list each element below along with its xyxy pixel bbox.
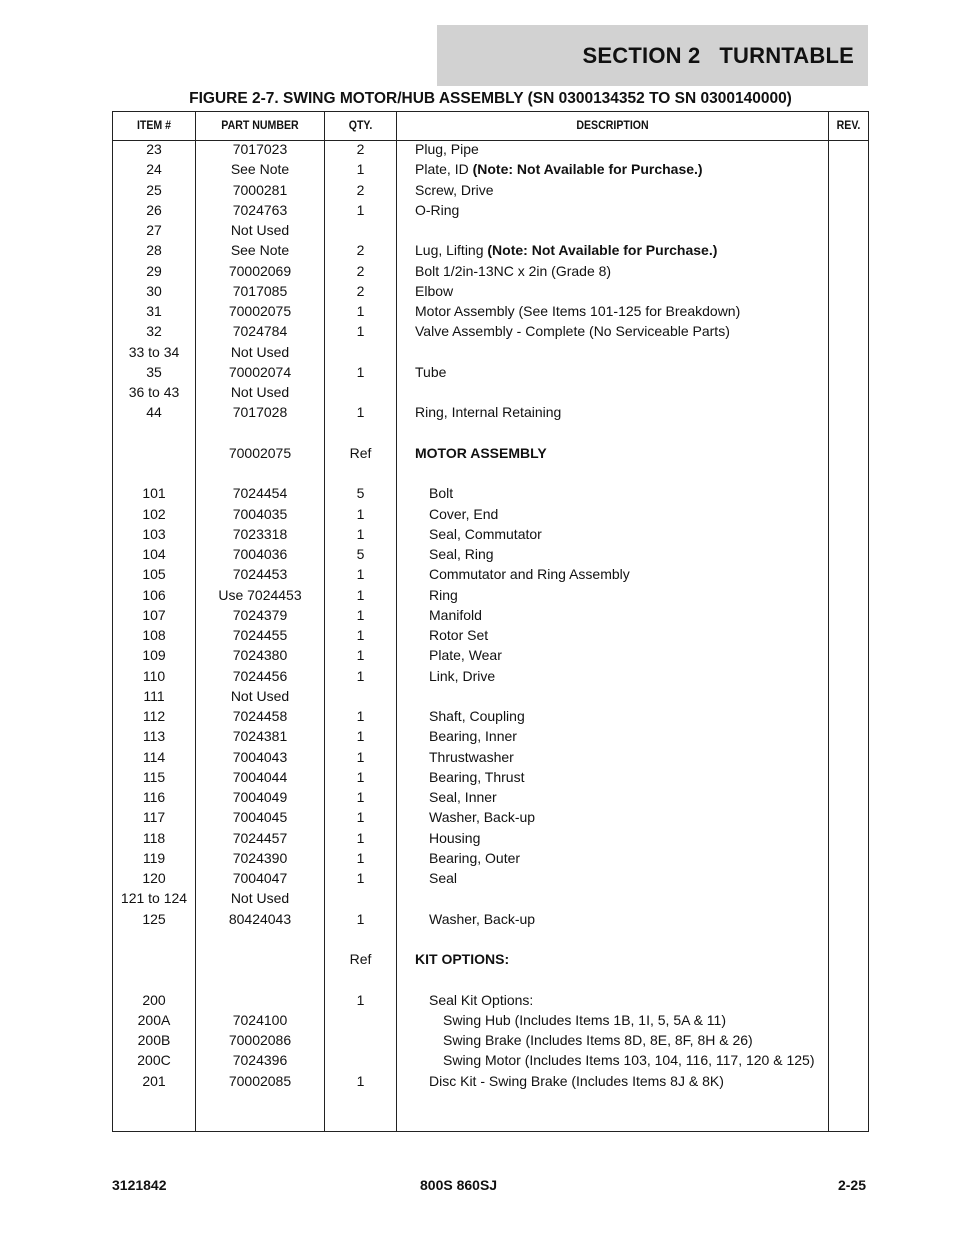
description [415,828,849,848]
part-number: 7004043 [232,748,288,765]
description-text: Ring [429,586,458,603]
part-number: 70002085 [228,1072,292,1089]
table-row [113,159,868,179]
part-number: Not Used [230,222,290,238]
description-text: Cover, End [429,505,499,522]
quantity: 1 [356,363,365,380]
description [415,666,849,686]
description-text: Seal [429,870,458,886]
table-row [113,301,868,321]
quantity: 1 [356,505,365,522]
quantity: Ref [349,951,372,967]
table-row [113,200,868,220]
table-row [113,888,868,908]
description-text: Commutator and Ring Assembly [429,566,630,583]
item-number: 107 [142,606,166,623]
description-text: Swing Brake (Includes Items 8D, 8E, 8F, 8H & 26) [443,1032,753,1048]
description-text: Shaft, Coupling [429,708,525,724]
quantity: 1 [356,849,365,866]
quantity: Ref [349,444,372,461]
description-text: Disc Kit - Swing Brake (Includes Items 8J & 8K) [429,1072,724,1089]
description [415,321,835,341]
description-text: Bearing, Thrust [429,768,525,785]
description [415,240,835,260]
description-text: Rotor Set [429,627,489,643]
column-header-rev: REV. [836,120,861,132]
part-number: 7017028 [232,404,288,421]
item-number: 104 [142,546,166,562]
description [415,726,849,746]
part-number: 7024454 [232,485,288,502]
quantity: 2 [356,242,365,259]
description [415,868,849,888]
part-number: 7024763 [232,201,288,218]
item-number: 106 [142,586,166,603]
parts-table [112,111,869,1132]
table-row [113,726,868,746]
item-number: 30 [146,282,162,299]
part-number: 7024396 [232,1052,288,1069]
description [415,848,849,868]
item-number: 119 [142,849,166,866]
item-number: 33 to 34 [128,343,180,360]
part-number: 80424043 [228,910,292,927]
table-row [113,342,868,362]
description [415,200,835,220]
part-number: 7024455 [232,627,288,643]
description-text: Seal, Inner [429,789,497,805]
part-number: 7024453 [232,566,288,583]
description [415,362,835,382]
quantity: 1 [356,748,365,765]
table-row [113,139,868,159]
description-text: Bolt 1/2in-13NC x 2in (Grade 8) [415,262,612,279]
quantity: 1 [356,870,365,886]
section-title: SECTION 2 TURNTABLE [582,42,854,68]
description [415,524,849,544]
description [415,747,849,767]
description-text: Screw, Drive [415,181,494,198]
item-number: 112 [142,708,166,724]
part-number: 7024381 [232,728,288,745]
table-row [113,220,868,240]
table-row [113,969,868,989]
item-number: 115 [142,768,166,785]
column-header-item: ITEM # [136,120,172,132]
part-number: Not Used [230,687,290,704]
item-number: 200 [142,991,166,1008]
quantity: 1 [356,303,365,319]
table-row [113,281,868,301]
description-text: Bearing, Inner [429,728,517,745]
quantity: 5 [356,485,365,502]
item-number: 200A [137,1011,171,1028]
table-row [113,848,868,868]
table-row [113,645,868,665]
quantity: 1 [356,708,365,724]
description [415,1071,849,1091]
table-row [113,240,868,260]
item-number: 32 [146,323,162,340]
part-number: Not Used [230,384,290,400]
table-row [113,483,868,503]
description-text: Housing [429,829,481,846]
description-text: Valve Assembly - Complete (No Serviceable Parts) [415,323,730,340]
item-number: 35 [146,363,162,380]
table-row [113,828,868,848]
part-number: 7000281 [232,181,288,198]
quantity: 1 [356,789,365,805]
item-number: 201 [142,1072,166,1089]
part-number: 7024390 [232,849,288,866]
table-row [113,767,868,787]
description [415,180,835,200]
table-row [113,605,868,625]
description-text: Lug, Lifting [415,242,488,259]
item-number: 110 [142,667,166,684]
table-row [113,929,868,949]
table-row [113,1030,868,1050]
item-number: 28 [146,242,162,259]
table-row [113,463,868,483]
table-row [113,443,868,463]
part-number: 7004044 [232,768,288,785]
quantity: 1 [356,809,365,826]
footer-page-number: 2-25 [837,1177,866,1193]
item-number: 36 to 43 [128,384,180,400]
quantity: 1 [356,768,365,785]
description-text: Bearing, Outer [429,849,521,866]
quantity: 1 [356,566,365,583]
item-number: 29 [146,262,162,279]
part-number: 7004036 [232,546,288,562]
description-text: Seal, Commutator [429,525,542,542]
description-text: Elbow [415,282,454,299]
item-number: 200C [137,1052,171,1069]
part-number: 7024456 [232,667,288,684]
description [415,301,835,321]
description-text: Link, Drive [429,667,496,684]
quantity: 1 [356,525,365,542]
description-note: (Note: Not Available for Purchase.) [472,161,703,178]
description-text: Plate, Wear [429,647,502,664]
description-text: Plug, Pipe [415,141,479,157]
item-number: 120 [142,870,166,886]
description-note: (Note: Not Available for Purchase.) [487,242,718,259]
quantity: 5 [356,546,365,562]
column-header-description: DESCRIPTION [576,120,649,132]
table-row [113,807,868,827]
item-number: 103 [142,525,166,542]
item-number: 118 [142,829,166,846]
part-number: 7004035 [232,505,288,522]
quantity: 2 [356,282,365,299]
item-number: 101 [142,485,166,502]
description [415,402,835,422]
quantity: 1 [356,606,365,623]
description-text: Thrustwasher [429,748,514,765]
table-row [113,787,868,807]
part-number: 7004047 [232,870,288,886]
item-number: 116 [142,789,166,805]
description [415,483,849,503]
item-number: 121 to 124 [120,890,188,907]
part-number: 70002075 [228,444,292,461]
table-row [113,990,868,1010]
quantity: 1 [356,910,365,927]
part-number: 7024100 [232,1011,288,1028]
description [415,605,849,625]
quantity: 1 [356,161,365,178]
part-number: 7024458 [232,708,288,724]
table-row [113,868,868,888]
table-row [113,747,868,767]
part-number: 7004045 [232,809,288,826]
part-number: 7024457 [232,829,288,846]
table-row [113,564,868,584]
part-number: 7004049 [232,789,288,805]
item-number: 111 [143,687,165,704]
footer-model: 800S 860SJ [420,1177,498,1193]
description [415,1050,863,1070]
table-row [113,909,868,929]
description [415,787,849,807]
table-row [113,321,868,341]
description [415,645,849,665]
table-row [113,423,868,443]
item-number: 114 [142,748,166,765]
table-row [113,1010,868,1030]
quantity: 1 [356,829,365,846]
description-text: Ring, Internal Retaining [415,404,562,421]
table-row [113,1071,868,1091]
description-text: Swing Hub (Includes Items 1B, 1I, 5, 5A & 11) [443,1011,726,1028]
column-header-qty: QTY. [348,120,373,132]
item-number: 26 [146,201,162,218]
description-text: Tube [415,363,447,380]
item-number: 102 [142,505,166,522]
table-row [113,382,868,402]
item-number: 200B [137,1032,171,1048]
quantity: 1 [356,667,365,684]
table-row [113,261,868,281]
part-number: See Note [230,242,290,259]
description-text: Seal, Ring [429,546,494,562]
description-note: MOTOR ASSEMBLY [415,444,547,461]
description [415,807,849,827]
quantity: 1 [356,586,365,603]
figure-title: FIGURE 2-7. SWING MOTOR/HUB ASSEMBLY (SN 0300134352 TO SN 0300140000) [189,90,792,107]
table-row [113,362,868,382]
table-row [113,706,868,726]
description [415,139,835,159]
description [415,585,849,605]
quantity: 1 [356,201,365,218]
part-number: 7024380 [232,647,288,664]
part-number: See Note [230,161,290,178]
table-row [113,666,868,686]
part-number: 7017085 [232,282,288,299]
description-text: Bolt [429,485,454,502]
description [415,949,835,969]
part-number: 70002074 [228,363,292,380]
description [415,504,849,524]
description [415,443,835,463]
item-number: 44 [146,404,162,421]
description [415,909,849,929]
quantity: 2 [356,262,365,279]
quantity: 1 [356,627,365,643]
description [415,261,835,281]
table-row [113,524,868,544]
description [415,281,835,301]
description [415,706,849,726]
description-note: KIT OPTIONS: [415,951,510,967]
part-number: Use 7024453 [218,586,302,603]
description-text: Swing Motor (Includes Items 103, 104, 116, 117, 120 & 125) [443,1052,815,1069]
footer-doc-number: 3121842 [112,1177,167,1193]
quantity: 1 [356,323,365,340]
item-number: 125 [142,910,166,927]
part-number: 7023318 [232,525,288,542]
table-row [113,180,868,200]
quantity: 1 [356,991,365,1008]
item-number: 23 [146,141,162,157]
part-number: Not Used [230,890,290,907]
item-number: 27 [146,222,162,238]
description-text: Motor Assembly (See Items 101-125 for Breakdown) [415,303,741,319]
part-number: 70002075 [228,303,292,319]
part-number: 70002086 [228,1032,292,1048]
part-number: 7024784 [232,323,288,340]
item-number: 109 [142,647,166,664]
item-number: 113 [142,728,166,745]
description [415,1030,863,1050]
description-text: O-Ring [415,201,460,218]
item-number: 24 [146,161,162,178]
description [415,564,849,584]
column-header-part-number: PART NUMBER [221,120,299,132]
quantity: 2 [356,181,365,198]
item-number: 117 [142,809,166,826]
part-number: 70002069 [228,262,292,279]
item-number: 108 [142,627,166,643]
table-row [113,504,868,524]
description [415,625,849,645]
description-text: Manifold [429,606,482,623]
quantity: 2 [356,141,365,157]
description-text: Washer, Back-up [429,809,536,826]
quantity: 1 [356,647,365,664]
table-row [113,949,868,969]
description [415,767,849,787]
quantity: 1 [356,728,365,745]
quantity: 1 [356,404,365,421]
description [415,159,835,179]
item-number: 25 [146,181,162,198]
part-number: 7024379 [232,606,288,623]
description-text: Seal Kit Options: [429,991,534,1008]
description [415,990,849,1010]
table-row [113,686,868,706]
item-number: 31 [146,303,162,319]
quantity: 1 [356,1072,365,1089]
part-number: Not Used [230,343,290,360]
table-row [113,625,868,645]
section-banner [437,25,868,86]
description-text: Washer, Back-up [429,910,536,927]
table-row [113,585,868,605]
description [415,1010,863,1030]
table-row [113,402,868,422]
part-number: 7017023 [232,141,288,157]
table-row [113,544,868,564]
description [415,544,849,564]
description-text: Plate, ID [415,161,473,178]
table-row [113,1050,868,1070]
item-number: 105 [142,566,166,583]
